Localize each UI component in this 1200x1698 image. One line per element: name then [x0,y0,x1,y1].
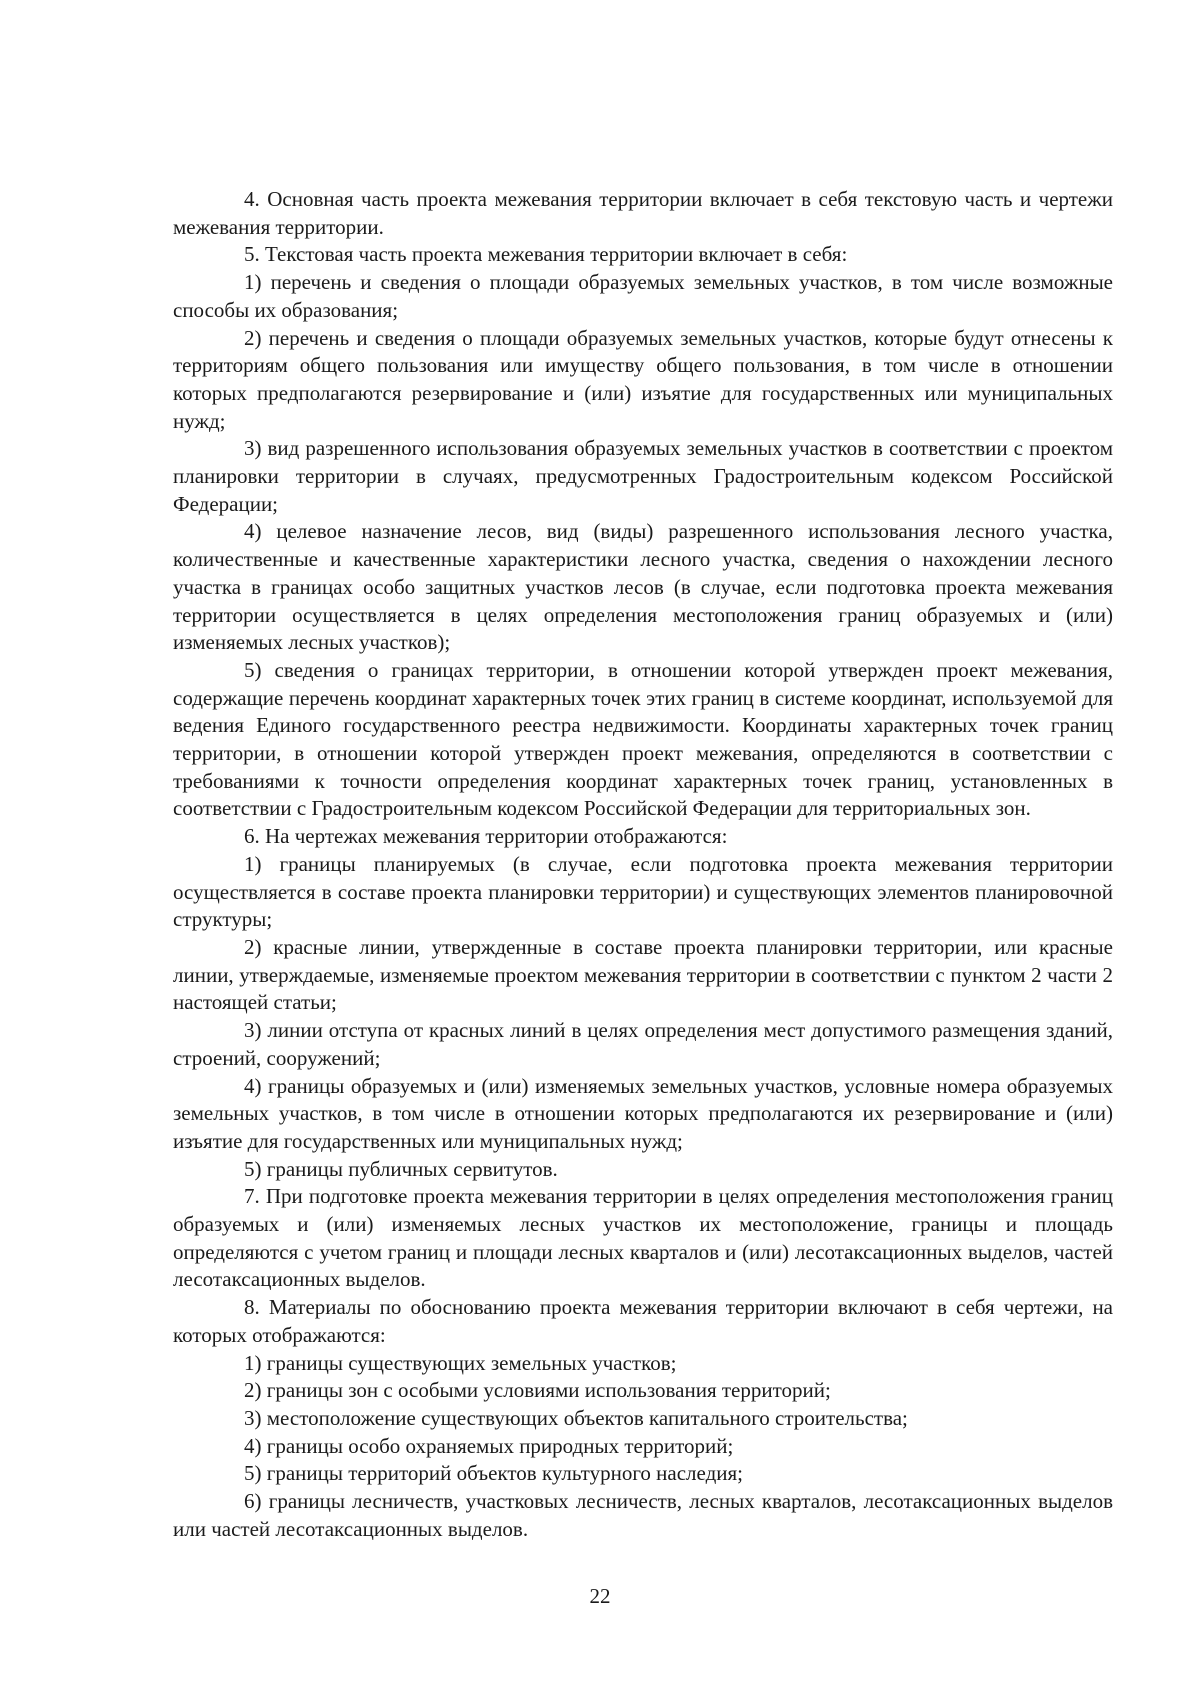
paragraph-5-item-1: 1) перечень и сведения о площади образуемых земельных участков, в том числе возможные способы их образования; [173,270,1113,322]
document-body [173,186,1113,1543]
paragraph-6-item-1: 1) границы планируемых (в случае, если подготовка проекта межевания территории осуществляется в составе проекта планировки территории) и существующих элементов планировочной структуры; [173,851,1113,932]
paragraph-6-item-3: 3) линии отступа от красных линий в целях определения мест допустимого размещения зданий, строений, сооружений; [173,1018,1113,1070]
paragraph-5-item-4: 4) целевое назначение лесов, вид (виды) разрешенного использования лесного участка, количественные и качественные характеристики лесного участка, сведения о нахождении лесного участка в границах особо защитных участков лесов (в случае, если подготовка проекта межевания территории осуществляется в целях определения местоположения границ образуемых и (или) изменяемых лесных участков); [173,519,1113,655]
paragraph-4: 4. Основная часть проекта межевания территории включает в себя текстовую часть и чертежи межевания территории. [173,187,1113,239]
paragraph-5: 5. Текстовая часть проекта межевания территории включает в себя: [244,242,848,267]
paragraph-8-item-2: 2) границы зон с особыми условиями использования территорий; [244,1378,831,1403]
paragraph-5-item-2: 2) перечень и сведения о площади образуемых земельных участков, которые будут отнесены к территориям общего пользования или имуществу общего пользования, в том числе в отношении которых предполагаются резервирование и (или) изъятие для государственных или муниципальных нужд; [173,325,1113,433]
paragraph-6-item-5: 5) границы публичных сервитутов. [244,1156,558,1181]
paragraph-6-item-2: 2) красные линии, утвержденные в составе проекта планировки территории, или красные линии, утверждаемые, изменяемые проектом межевания территории в соответствии с пунктом 2 части 2 настоящей статьи; [173,934,1113,1015]
paragraph-8: 8. Материалы по обоснованию проекта межевания территории включают в себя чертежи, на которых отображаются: [173,1295,1113,1347]
paragraph-6: 6. На чертежах межевания территории отображаются: [244,824,728,849]
paragraph-8-item-1: 1) границы существующих земельных участков; [244,1350,677,1375]
paragraph-6-item-4: 4) границы образуемых и (или) изменяемых земельных участков, условные номера образуемых земельных участков, в том числе в отношении которых предполагаются их резервирование и (или) изъятие для государственных или муниципальных нужд; [173,1073,1113,1153]
page-number: 22 [589,1584,611,1608]
paragraph-8-item-4: 4) границы особо охраняемых природных территорий; [244,1433,734,1458]
paragraph-5-item-5: 5) сведения о границах территории, в отношении которой утвержден проект межевания, содержащие перечень координат характерных точек этих границ в системе координат, используемой для ведения Единого государственного реестра недвижимости. Координаты характерных точек границ территории, в отношении которой утвержден проект межевания, определяются в соответствии с требованиями к точности определения координат характерных точек границ, установленных в соответствии с Градостроительным кодексом Российской Федерации для территориальных зон. [173,657,1113,821]
paragraph-8-item-6: 6) границы лесничеств, участковых лесничеств, лесных кварталов, лесотаксационных выделов или частей лесотаксационных выделов. [173,1489,1113,1541]
paragraph-8-item-5: 5) границы территорий объектов культурного наследия; [244,1461,743,1486]
paragraph-8-item-3: 3) местоположение существующих объектов капитального строительства; [244,1405,908,1430]
paragraph-7: 7. При подготовке проекта межевания территории в целях определения местоположения границ образуемых и (или) изменяемых лесных участков их местоположение, границы и площадь определяются с учетом границ и площади лесных кварталов и (или) лесотаксационных выделов, частей лесотаксационных выделов. [173,1184,1113,1292]
paragraph-5-item-3: 3) вид разрешенного использования образуемых земельных участков в соответствии с проектом планировки территории в случаях, предусмотренных Градостроительным кодексом Российской Федерации; [173,436,1113,516]
